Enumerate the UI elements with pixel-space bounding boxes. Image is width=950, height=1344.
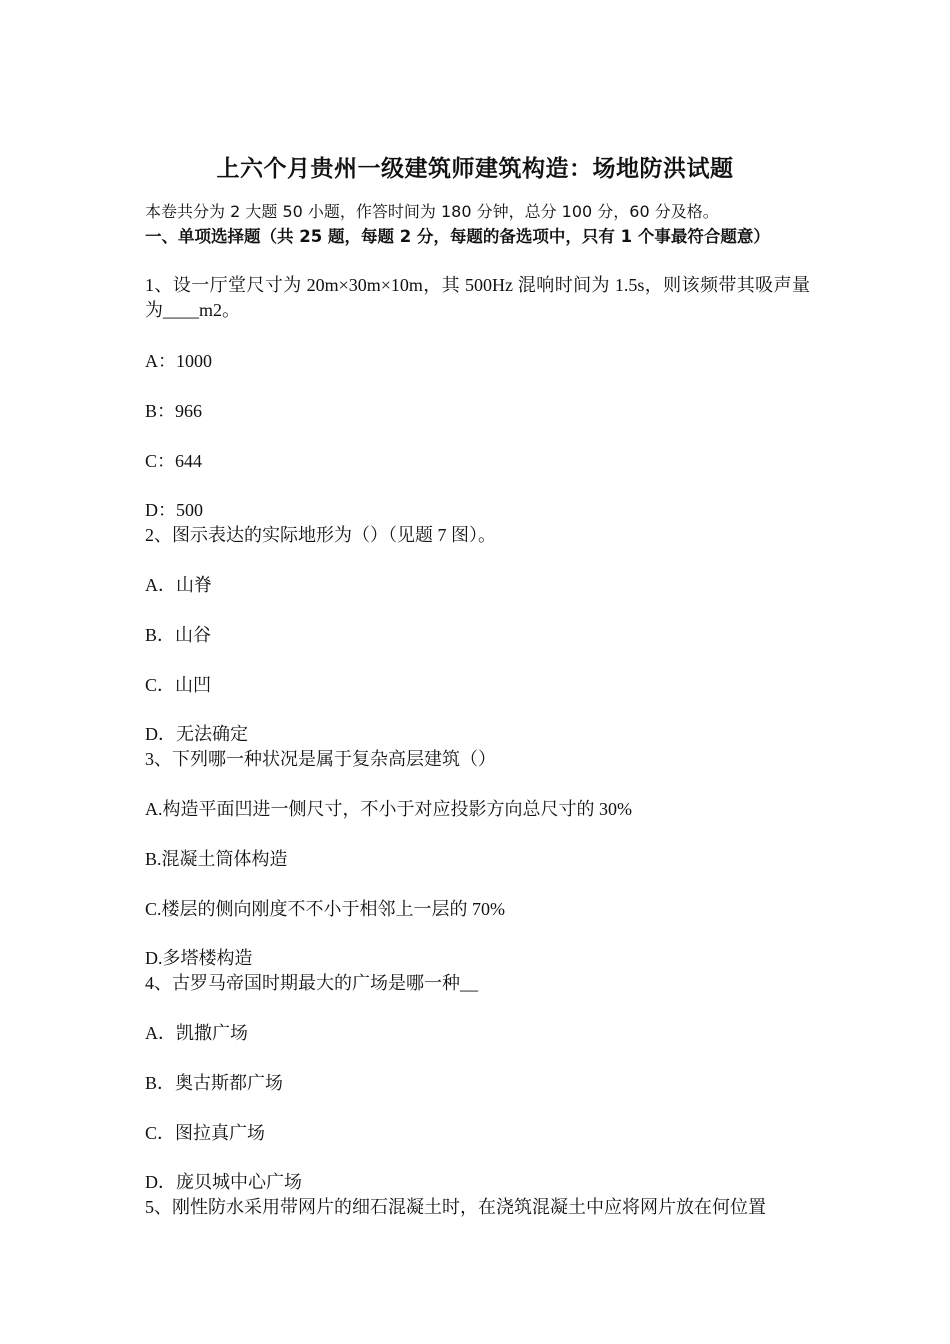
question-2-option-d: D．无法确定 <box>145 724 248 744</box>
question-3-option-a: A.构造平面凹进一侧尺寸，不小于对应投影方向总尺寸的 30% <box>145 799 632 819</box>
question-3-option-b: B.混凝土筒体构造 <box>145 849 288 869</box>
question-stem-5: 5、刚性防水采用带网片的细石混凝土时，在浇筑混凝土中应将网片放在何位置 <box>145 1197 766 1217</box>
question-stem-1: 1、设一厅堂尺寸为 20m×30m×10m，其 500Hz 混响时间为 1.5s，则该频带其吸声量为____m2。 <box>145 275 810 320</box>
question-4-option-a: A．凯撒广场 <box>145 1023 248 1043</box>
question-4-option-c: C．图拉真广场 <box>145 1123 266 1143</box>
question-3-option-c: C.楼层的侧向刚度不不小于相邻上一层的 70% <box>145 899 505 919</box>
question-stem-2: 2、图示表达的实际地形为（）（见题 7 图）。 <box>145 525 496 545</box>
question-stem-4: 4、古罗马帝国时期最大的广场是哪一种__ <box>145 973 478 993</box>
question-4-option-b: B．奥古斯都广场 <box>145 1073 284 1093</box>
question-stem-3: 3、下列哪一种状况是属于复杂高层建筑（） <box>145 749 496 769</box>
question-2-option-a: A．山脊 <box>145 575 212 595</box>
question-1-option-c: C：644 <box>145 451 203 471</box>
section-heading: 一、单项选择题（共 25 题，每题 2 分，每题的备选项中，只有 1 个事最符合题意） <box>145 227 770 246</box>
question-1-option-b: B：966 <box>145 401 203 421</box>
question-4-option-d: D．庞贝城中心广场 <box>145 1172 302 1192</box>
question-1-option-a: A：1000 <box>145 351 212 371</box>
exam-intro: 本卷共分为 2 大题 50 小题，作答时间为 180 分钟，总分 100 分，60 分及格。 <box>145 202 719 221</box>
question-3-option-d: D.多塔楼构造 <box>145 948 253 968</box>
question-2-option-c: C．山凹 <box>145 675 212 695</box>
question-2-option-b: B．山谷 <box>145 625 212 645</box>
question-1-option-d: D：500 <box>145 500 203 520</box>
document-title: 上六个月贵州一级建筑师建筑构造：场地防洪试题 <box>216 156 734 182</box>
